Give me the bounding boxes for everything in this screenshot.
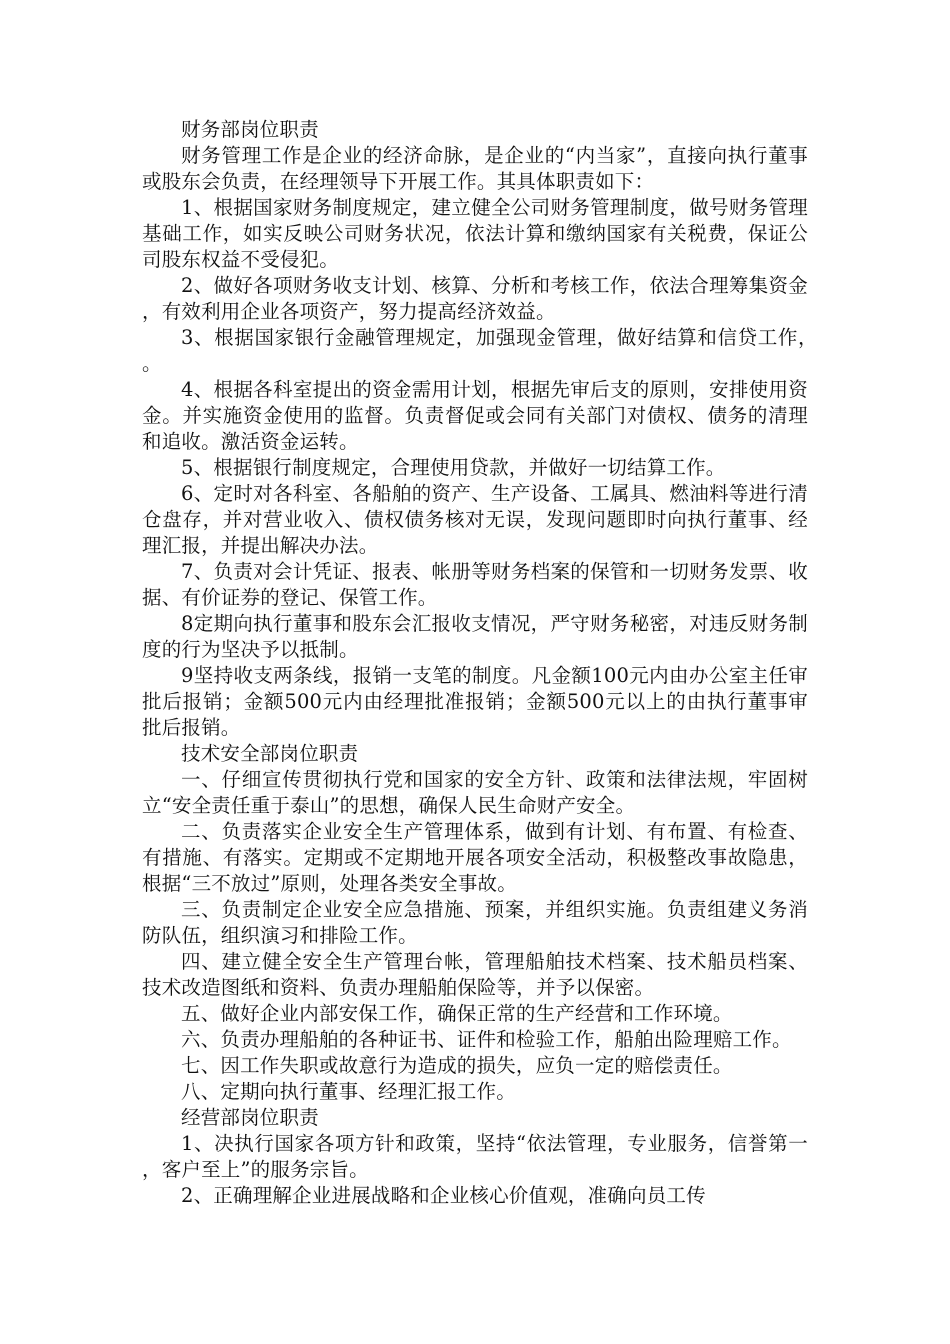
section-title-finance: 财务部岗位职责 — [181, 118, 319, 141]
finance-duty-1: 1、根据国家财务制度规定，建立健全公司财务管理制度，做号财务管理基础工作，如实反映公司财务状况，依法计算和缴纳国家有关税费，保证公司股东权益不受侵犯。 — [142, 196, 808, 271]
safety-duty-1: 一、仔细宣传贯彻执行党和国家的安全方针、政策和法律法规，牢固树立“安全责任重于泰山”的思想，确保人民生命财产安全。 — [142, 768, 808, 817]
safety-duty-7: 七、因工作失职或故意行为造成的损失，应负一定的赔偿责任。 — [181, 1054, 733, 1077]
finance-duty-5: 5、根据银行制度规定，合理使用贷款，并做好一切结算工作。 — [181, 456, 726, 479]
operations-duty-2: 2、正确理解企业进展战略和企业核心价值观，准确向员工传 — [181, 1184, 706, 1207]
safety-duty-8: 八、定期向执行董事、经理汇报工作。 — [181, 1080, 516, 1103]
finance-duty-2: 2、做好各项财务收支计划、核算、分析和考核工作，依法合理筹集资金，有效利用企业各项资产，努力提高经济效益。 — [142, 274, 808, 323]
finance-duty-7: 7、负责对会计凭证、报表、帐册等财务档案的保管和一切财务发票、收据、有价证券的登记、保管工作。 — [142, 560, 808, 609]
finance-duty-9: 9坚持收支两条线，报销一支笔的制度。凡金额100元内由办公室主任审批后报销；金额500元内由经理批准报销；金额500元以上的由执行董事审批后报销。 — [142, 664, 808, 739]
finance-duty-3: 3、根据国家银行金融管理规定，加强现金管理，做好结算和信贷工作，。 — [142, 326, 808, 375]
document-body — [142, 117, 808, 1209]
finance-intro-paragraph: 财务管理工作是企业的经济命脉，是企业的“内当家”，直接向执行董事或股东会负责，在经理领导下开展工作。其具体职责如下： — [142, 144, 808, 193]
finance-duty-4: 4、根据各科室提出的资金需用计划，根据先审后支的原则，安排使用资金。并实施资金使用的监督。负责督促或会同有关部门对债权、债务的清理和追收。激活资金运转。 — [142, 378, 808, 453]
finance-duty-8: 8定期向执行董事和股东会汇报收支情况，严守财务秘密，对违反财务制度的行为坚决予以抵制。 — [142, 612, 808, 661]
finance-duty-6: 6、定时对各科室、各船舶的资产、生产设备、工属具、燃油料等进行清仓盘存，并对营业收入、债权债务核对无误，发现问题即时向执行董事、经理汇报，并提出解决办法。 — [142, 482, 808, 557]
operations-duty-1: 1、决执行国家各项方针和政策，坚持“依法管理，专业服务，信誉第一，客户至上”的服务宗旨。 — [142, 1132, 808, 1181]
safety-duty-4: 四、建立健全安全生产管理台帐，管理船舶技术档案、技术船员档案、技术改造图纸和资料、负责办理船舶保险等，并予以保密。 — [142, 950, 808, 999]
safety-duty-3: 三、负责制定企业安全应急措施、预案，并组织实施。负责组建义务消防队伍，组织演习和排险工作。 — [142, 898, 808, 947]
safety-duty-6: 六、负责办理船舶的各种证书、证件和检验工作，船舶出险理赔工作。 — [181, 1028, 792, 1051]
section-title-tech-safety: 技术安全部岗位职责 — [181, 742, 359, 765]
section-title-operations: 经营部岗位职责 — [181, 1106, 319, 1129]
safety-duty-5: 五、做好企业内部安保工作，确保正常的生产经营和工作环境。 — [181, 1002, 733, 1025]
safety-duty-2: 二、负责落实企业安全生产管理体系，做到有计划、有布置、有检查、有措施、有落实。定期或不定期地开展各项安全活动，积极整改事故隐患，根据“三不放过”原则，处理各类安全事故。 — [142, 820, 808, 895]
